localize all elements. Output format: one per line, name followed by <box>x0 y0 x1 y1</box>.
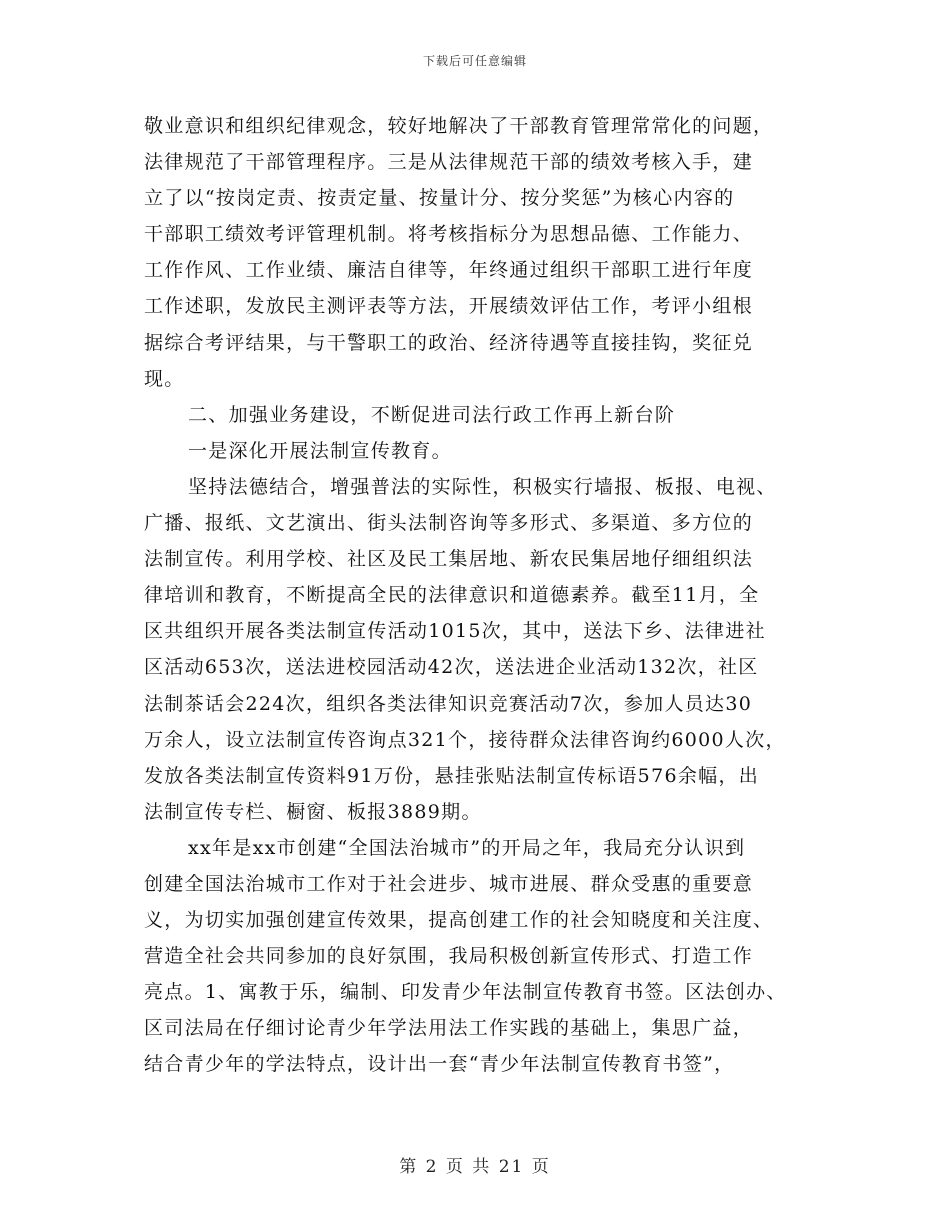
text-line: 结合青少年的学法特点，设计出一套“青少年法制宣传教育书签”， <box>144 1053 735 1076</box>
text-line: 工作述职，发放民主测评表等方法，开展绩效评估工作，考评小组根 <box>144 295 754 318</box>
text-line: 亮点。1、寓教于乐，编制、印发青少年法制宣传教育书签。区法创办、 <box>144 981 787 1004</box>
text-line: 广播、报纸、文艺演出、街头法制咨询等多形式、多渠道、多方位的 <box>144 512 754 535</box>
text-line: 营造全社会共同参加的良好氛围，我局积极创新宣传形式、打造工作 <box>144 945 754 968</box>
text-line: xx年是xx市创建“全国法治城市”的开局之年，我局充分认识到 <box>188 836 746 859</box>
text-line: 据综合考评结果，与干警职工的政治、经济待遇等直接挂钩，奖征兑 <box>144 331 754 354</box>
text-line: 发放各类法制宣传资料91万份，悬挂张贴法制宣传标语576余幅，出 <box>144 764 760 787</box>
section-heading: 二、加强业务建设，不断促进司法行政工作再上新台阶 <box>188 403 676 426</box>
page-number: 第 2 页 共 21 页 <box>399 1157 551 1177</box>
text-line: 创建全国法治城市工作对于社会进步、城市进展、群众受惠的重要意 <box>144 872 754 895</box>
text-line: 立了以“按岗定责、按责定量、按量计分、按分奖惩”为核心内容的 <box>144 187 735 210</box>
text-line: 区共组织开展各类法制宣传活动1015次，其中，送法下乡、法律进社 <box>144 620 766 643</box>
text-line: 义，为切实加强创建宣传效果，提高创建工作的社会知晓度和关注度、 <box>144 909 774 932</box>
text-line: 律培训和教育，不断提高全民的法律意识和道德素养。截至11月，全 <box>144 584 760 607</box>
text-line: 区活动653次，送法进校园活动42次，送法进企业活动132次，社区 <box>144 656 759 679</box>
subsection-heading: 一是深化开展法制宣传教育。 <box>188 439 452 462</box>
text-line: 法制宣传。利用学校、社区及民工集居地、新农民集居地仔细组织法 <box>144 548 754 571</box>
text-line: 干部职工绩效考评管理机制。将考核指标分为思想品德、工作能力、 <box>144 223 754 246</box>
text-line: 工作作风、工作业绩、廉洁自律等，年终通过组织干部职工进行年度 <box>144 259 754 282</box>
body-text <box>144 108 824 1083</box>
text-line: 法制宣传专栏、橱窗、板报3889期。 <box>144 800 482 823</box>
text-line: 法制茶话会224次，组织各类法律知识竞赛活动7次，参加人员达30 <box>144 692 753 715</box>
text-line: 法律规范了干部管理程序。三是从法律规范干部的绩效考核入手，建 <box>144 151 754 174</box>
page-header-note: 下载后可任意编辑 <box>422 54 527 68</box>
text-line: 区司法局在仔细讨论青少年学法用法工作实践的基础上，集思广益， <box>144 1017 754 1040</box>
text-line: 坚持法德结合，增强普法的实际性，积极实行墙报、板报、电视、 <box>188 475 777 498</box>
text-line: 敬业意识和组织纪律观念，较好地解决了干部教育管理常常化的问题， <box>144 115 774 137</box>
text-line: 万余人，设立法制宣传咨询点321个，接待群众法律咨询约6000人次， <box>144 728 786 751</box>
text-line: 现。 <box>144 367 185 390</box>
